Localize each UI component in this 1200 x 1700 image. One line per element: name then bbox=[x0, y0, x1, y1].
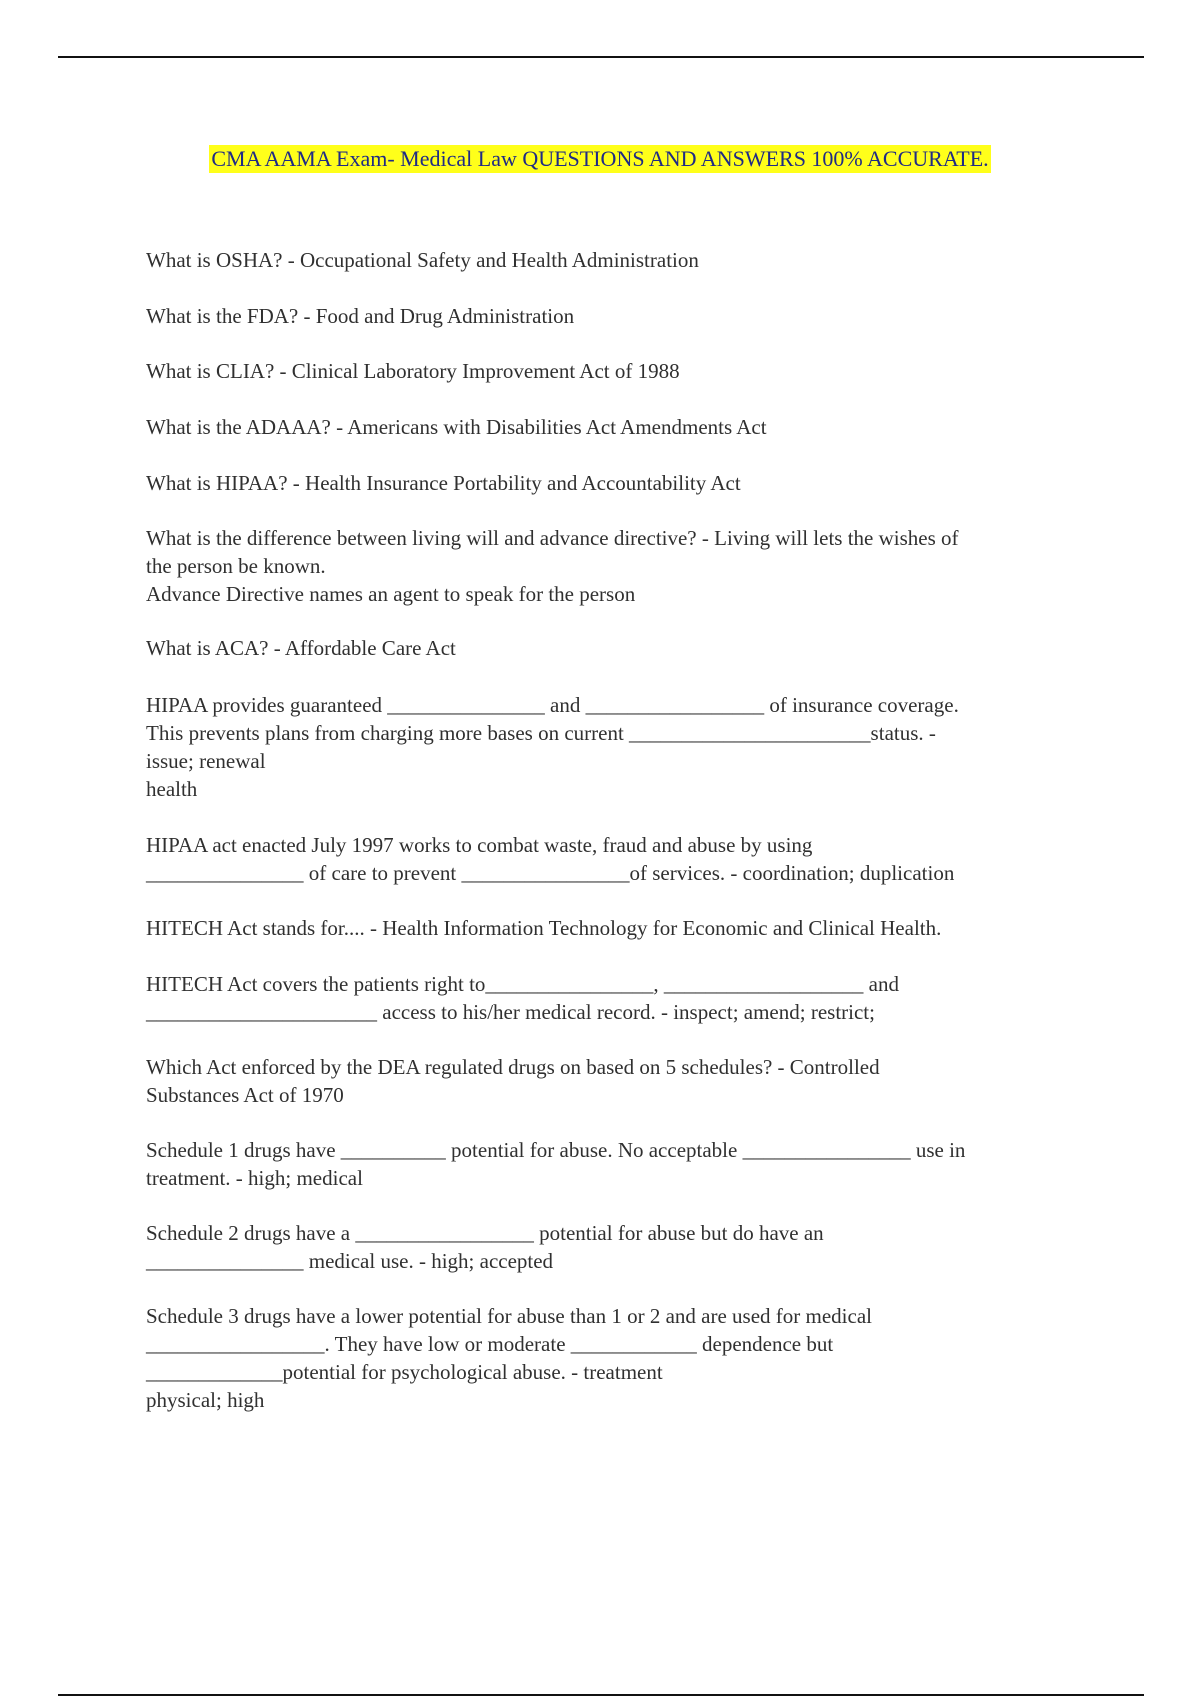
document-title: CMA AAMA Exam- Medical Law QUESTIONS AND ANSWERS 100% ACCURATE. bbox=[211, 146, 989, 171]
qa-item-aca: What is ACA? - Affordable Care Act bbox=[146, 636, 456, 660]
qa-item-living-will: What is the difference between living will and advance directive? - Living will lets the wishes of the person be known. Advance Directive names an agent to speak for the person bbox=[146, 526, 959, 606]
qa-item-hipaa-fraud: HIPAA act enacted July 1997 works to combat waste, fraud and abuse by using _______________ of care to prevent ________________of services. - coordination; duplication bbox=[146, 833, 955, 885]
qa-item-schedule-3: Schedule 3 drugs have a lower potential for abuse than 1 or 2 and are used for medical _________________. They have low or moderate ____________ dependence but _____________potential for psychological abuse. - treatment physical; high bbox=[146, 1304, 872, 1412]
title-container bbox=[0, 145, 1200, 173]
qa-item-hipaa-coverage: HIPAA provides guaranteed _______________ and _________________ of insurance coverage. This prevents plans from charging more bases on current _______________________status. - issue; renewal health bbox=[146, 693, 959, 801]
qa-item-osha: What is OSHA? - Occupational Safety and Health Administration bbox=[146, 248, 699, 272]
top-rule bbox=[58, 56, 1144, 58]
qa-item-hitech-rights: HITECH Act covers the patients right to________________, ___________________ and ______________________ access to his/her medical record. - inspect; amend; restrict; bbox=[146, 972, 899, 1024]
qa-item-schedule-2: Schedule 2 drugs have a _________________ potential for abuse but do have an _______________ medical use. - high; accepted bbox=[146, 1221, 824, 1273]
bottom-rule bbox=[58, 1694, 1144, 1696]
qa-item-csa: Which Act enforced by the DEA regulated drugs on based on 5 schedules? - Controlled Substances Act of 1970 bbox=[146, 1055, 880, 1107]
qa-item-schedule-1: Schedule 1 drugs have __________ potential for abuse. No acceptable ________________ use in treatment. - high; medical bbox=[146, 1138, 966, 1190]
qa-item-hipaa: What is HIPAA? - Health Insurance Portability and Accountability Act bbox=[146, 471, 741, 495]
qa-item-adaaa: What is the ADAAA? - Americans with Disabilities Act Amendments Act bbox=[146, 415, 767, 439]
qa-item-fda: What is the FDA? - Food and Drug Administration bbox=[146, 304, 575, 328]
qa-item-clia: What is CLIA? - Clinical Laboratory Improvement Act of 1988 bbox=[146, 359, 680, 383]
qa-item-hitech-name: HITECH Act stands for.... - Health Information Technology for Economic and Clinical Health. bbox=[146, 916, 942, 940]
